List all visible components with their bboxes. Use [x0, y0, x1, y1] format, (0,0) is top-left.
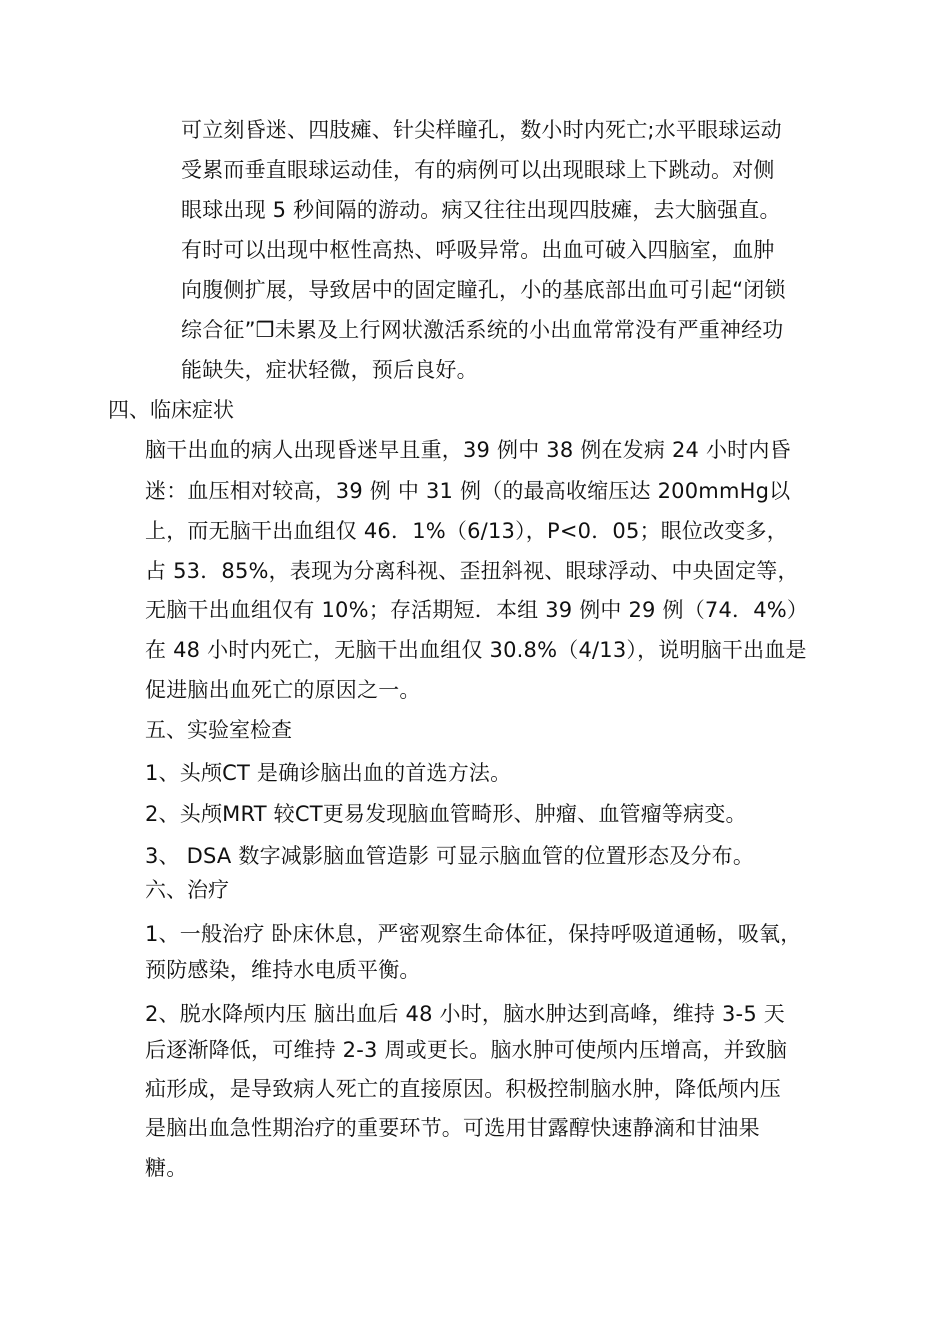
paragraph-line: 综合征”❒未累及上行网状激活系统的小出血常常没有严重神经功 — [181, 318, 784, 342]
paragraph-line: 糖。 — [145, 1156, 188, 1180]
paragraph-line: 向腹侧扩展，导致居中的固定瞳孔，小的基底部出血可引起“闭锁 — [181, 278, 786, 302]
paragraph-line: 占 53．85%，表现为分离科视、歪扭斜视、眼球浮动、中央固定等， — [145, 559, 799, 583]
paragraph-line: 能缺失，症状轻微，预后良好。 — [181, 358, 478, 382]
paragraph-line: 促进脑出血死亡的原因之一。 — [145, 678, 421, 702]
section-heading: 五、实验室检查 — [145, 718, 292, 742]
paragraph-line: 脑干出血的病人出现昏迷早且重，39 例中 38 例在发病 24 小时内昏 — [145, 438, 791, 462]
list-item: 3、 DSA 数字减影脑血管造影 可显示脑血管的位置形态及分布。 — [145, 844, 755, 868]
paragraph-line: 有时可以出现中枢性高热、呼吸异常。出血可破入四脑室，血肿 — [181, 238, 775, 262]
list-item: 1、头颅CT 是确诊脑出血的首选方法。 — [145, 761, 512, 785]
paragraph-line: 上，而无脑干出血组仅 46．1%（6/13），P<0．05；眼位改变多， — [145, 519, 788, 543]
paragraph-line: 在 48 小时内死亡，无脑干出血组仅 30.8%（4/13），说明脑干出血是 — [145, 638, 807, 662]
paragraph-line: 疝形成，是导致病人死亡的直接原因。积极控制脑水肿，降低颅内压 — [145, 1077, 781, 1101]
paragraph-line: 眼球出现 5 秒间隔的游动。病又往往出现四肢瘫，去大脑强直。 — [181, 198, 781, 222]
section-heading: 四、临床症状 — [108, 398, 234, 422]
paragraph-line: 受累而垂直眼球运动佳，有的病例可以出现眼球上下跳动。对侧 — [181, 158, 775, 182]
paragraph-line: 迷：血压相对较高，39 例 中 31 例（的最高收缩压达 200mmHg以 — [145, 479, 791, 503]
paragraph-line: 无脑干出血组仅有 10%；存活期短．本组 39 例中 29 例（74．4%） — [145, 598, 809, 622]
paragraph-line: 1、一般治疗 卧床休息，严密观察生命体征，保持呼吸道通畅，吸氧， — [145, 922, 802, 946]
paragraph-line: 可立刻昏迷、四肢瘫、针尖样瞳孔，数小时内死亡;水平眼球运动 — [181, 118, 782, 142]
list-item: 2、头颅MRT 较CT更易发现脑血管畸形、肿瘤、血管瘤等病变。 — [145, 802, 747, 826]
paragraph-line: 后逐渐降低，可维持 2-3 周或更长。脑水肿可使颅内压增高，并致脑 — [145, 1038, 788, 1062]
paragraph-line: 预防感染，维持水电质平衡。 — [145, 958, 421, 982]
paragraph-line: 2、脱水降颅内压 脑出血后 48 小时，脑水肿达到高峰，维持 3-5 天 — [145, 1002, 785, 1026]
section-heading: 六、治疗 — [145, 878, 229, 902]
paragraph-line: 是脑出血急性期治疗的重要环节。可选用甘露醇快速静滴和甘油果 — [145, 1116, 760, 1140]
